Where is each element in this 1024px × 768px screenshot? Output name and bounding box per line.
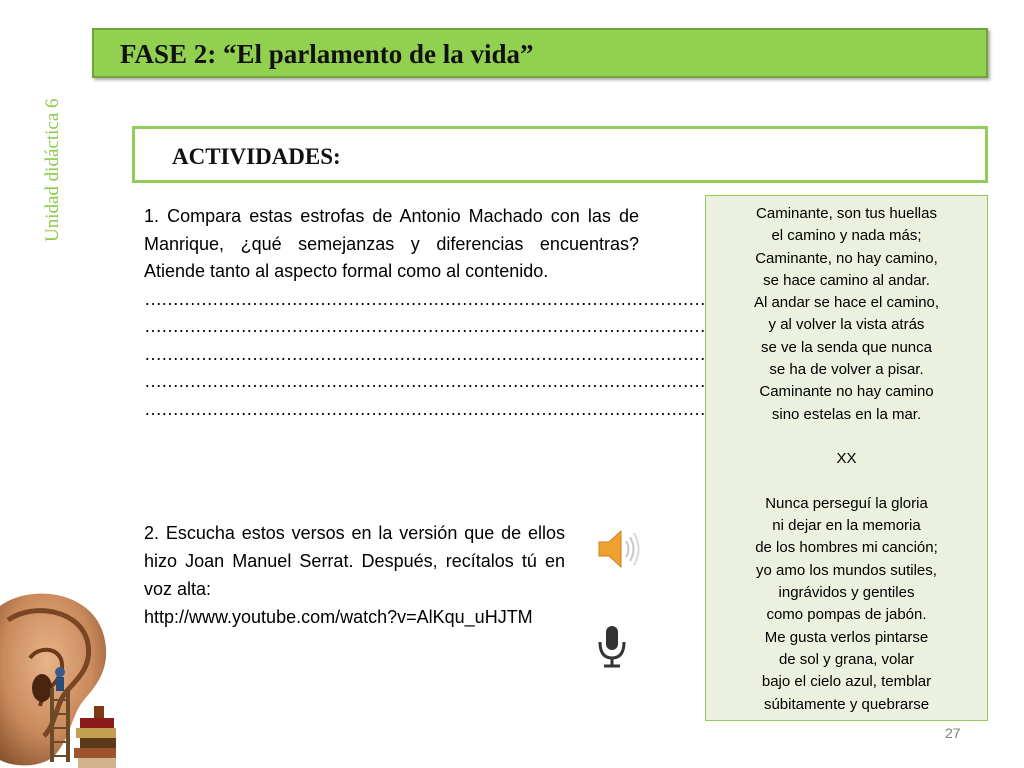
answer-line[interactable]: ……………………………………………………………………………………… bbox=[144, 316, 705, 336]
poem-line: Caminante, son tus huellas bbox=[756, 205, 937, 222]
poem-line bbox=[706, 471, 987, 493]
poem-line bbox=[706, 426, 987, 448]
answer-line[interactable]: ……………………………………………………………………………………… bbox=[144, 371, 705, 391]
poem-line: Caminante, no hay camino, bbox=[755, 249, 938, 267]
poem-line: se ve la senda que nunca bbox=[761, 338, 932, 356]
poem-text bbox=[706, 203, 987, 716]
poem-line: y al volver la vista atrás bbox=[768, 316, 925, 334]
answer-line[interactable]: ……………………………………………………………………………………… bbox=[144, 398, 705, 419]
question-2-text: 2. Escucha estos versos en la versión que de ellos hizo Joan Manuel Serrat. Después, recítalos tú en voz alta: bbox=[144, 523, 565, 599]
activities-heading: ACTIVIDADES: bbox=[172, 144, 341, 169]
poem-line: ni dejar en la memoria bbox=[772, 517, 921, 535]
question-1 bbox=[144, 203, 705, 423]
poem-line: sino estelas en la mar. bbox=[771, 405, 922, 423]
page-title: FASE 2: “El parlamento de la vida” bbox=[120, 39, 534, 69]
poem-line: de sol y grana, volar bbox=[778, 650, 915, 668]
poem-line: de los hombres mi canción; bbox=[755, 539, 938, 557]
poem-line: se ha de volver a pisar. bbox=[769, 361, 924, 379]
poem-line: se hace camino al andar. bbox=[763, 271, 930, 289]
microphone-icon[interactable] bbox=[595, 624, 629, 668]
side-label: Unidad didáctica 6 bbox=[42, 98, 63, 242]
poem-line: yo amo los mundos sutiles, bbox=[756, 561, 937, 579]
question-2 bbox=[144, 519, 565, 631]
poem-box bbox=[705, 195, 988, 721]
speaker-icon[interactable] bbox=[597, 528, 641, 570]
question-1-text: 1. Compara estas estrofas de Antonio Machado con las de Manrique, ¿qué semejanzas y diferencias encuentras? Atiende tanto al aspecto formal como al contenido. bbox=[144, 206, 639, 281]
poem-line: como pompas de jabón. bbox=[766, 606, 927, 624]
poem-line: Caminante no hay camino bbox=[759, 383, 934, 401]
youtube-link[interactable]: http://www.youtube.com/watch?v=AlKqu_uHJTM bbox=[144, 607, 533, 627]
poem-line: el camino y nada más; bbox=[771, 227, 922, 245]
page-number: 27 bbox=[945, 725, 961, 741]
ear-illustration bbox=[0, 588, 120, 768]
poem-line: súbitamente y quebrarse bbox=[763, 695, 930, 713]
poem-line: XX bbox=[836, 450, 857, 468]
title-bar bbox=[92, 28, 988, 78]
poem-line: Al andar se hace el camino, bbox=[753, 294, 940, 312]
poem-line: Nunca perseguí la gloria bbox=[765, 494, 928, 512]
answer-line[interactable]: ……………………………………………………………………………………… bbox=[144, 288, 705, 309]
answer-line[interactable]: ……………………………………………………………………………………… bbox=[144, 343, 705, 364]
poem-line: Me gusta verlos pintarse bbox=[764, 628, 929, 646]
activities-header bbox=[132, 126, 988, 183]
poem-line: bajo el cielo azul, temblar bbox=[761, 673, 932, 691]
poem-line: ingrávidos y gentiles bbox=[778, 584, 915, 602]
